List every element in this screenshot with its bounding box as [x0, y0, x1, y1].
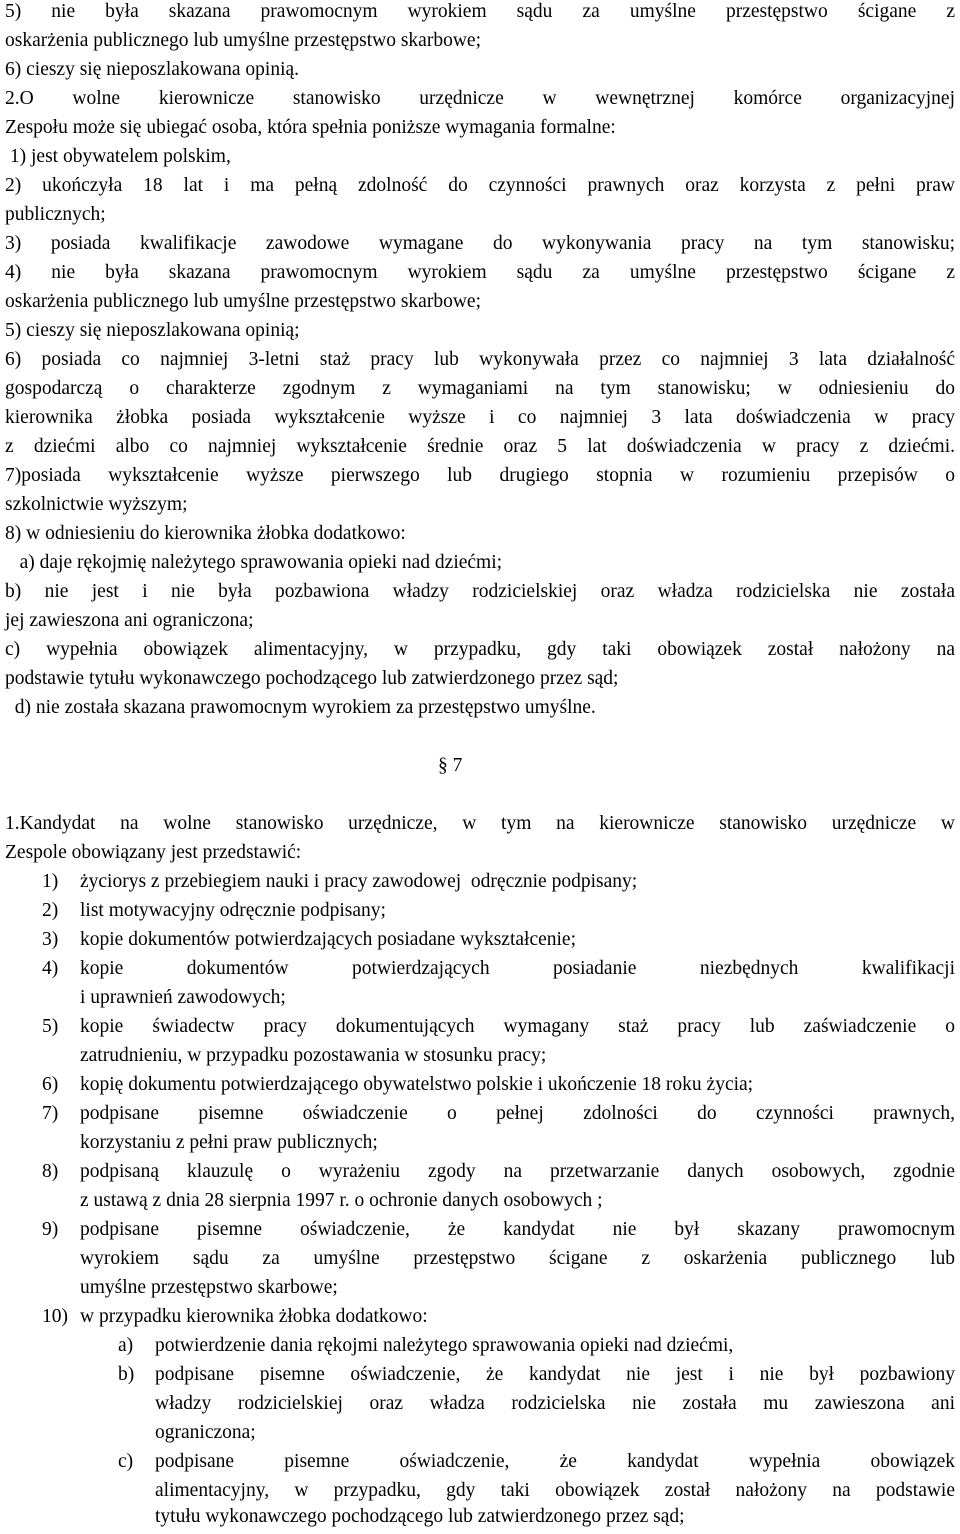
list-item: podpisane pisemne oświadczenie, że kandydat nie był skazany prawomocnym — [80, 1219, 955, 1240]
paragraph-line: kierownika żłobka posiada wykształcenie wyższe i co najmniej 3 lata doświadczenia w pracy — [5, 407, 955, 428]
requirement-item: 5) cieszy się nieposzlakowana opinią; — [5, 320, 300, 341]
list-item-continuation: z ustawą z dnia 28 sierpnia 1997 r. o ochronie danych osobowych ; — [80, 1190, 603, 1211]
list-item-continuation: zatrudnieniu, w przypadku pozostawania w stosunku pracy; — [80, 1045, 547, 1066]
paragraph-line: 1.Kandydat na wolne stanowisko urzędnicze, w tym na kierownicze stanowisko urzędnicze w — [5, 813, 955, 834]
paragraph-line: Zespołu może się ubiegać osoba, która spełnia poniższe wymagania formalne: — [5, 117, 616, 138]
list-item: podpisaną klauzulę o wyrażeniu zgody na przetwarzanie danych osobowych, zgodnie — [80, 1161, 955, 1182]
sub-list-item: potwierdzenie dania rękojmi należytego sprawowania opieki nad dziećmi, — [155, 1335, 734, 1356]
list-item: kopie dokumentów potwierdzających posiadane wykształcenie; — [80, 929, 576, 950]
paragraph-line: 2.O wolne kierownicze stanowisko urzędnicze w wewnętrznej komórce organizacyjnej — [5, 88, 955, 109]
paragraph-line: jej zawieszona ani ograniczona; — [5, 610, 254, 631]
requirement-item: 6) posiada co najmniej 3-letni staż pracy lub wykonywała przez co najmniej 3 lata działalność — [5, 349, 955, 370]
list-number: 9) — [42, 1219, 59, 1240]
requirement-item: 2) ukończyła 18 lat i ma pełną zdolność do czynności prawnych oraz korzysta z pełni praw — [5, 175, 955, 196]
paragraph-line: 6) cieszy się nieposzlakowana opinią. — [5, 59, 300, 80]
list-number: 3) — [42, 929, 59, 950]
list-item: podpisane pisemne oświadczenie o pełnej zdolności do czynności prawnych, — [80, 1103, 955, 1124]
paragraph-line: podstawie tytułu wykonawczego pochodzącego lub zatwierdzonego przez sąd; — [5, 668, 619, 689]
paragraph-line: gospodarczą o charakterze zgodnym z wymaganiami na tym stanowisku; w odniesieniu do — [5, 378, 955, 399]
list-number: 7) — [42, 1103, 59, 1124]
list-number: 4) — [42, 958, 59, 979]
sub-list-item-continuation: władzy rodzicielskiej oraz władza rodzicielska nie została mu zawieszona ani — [155, 1393, 955, 1414]
list-number: 6) — [42, 1074, 59, 1095]
list-number: 8) — [42, 1161, 59, 1182]
sub-requirement-item: a) daje rękojmię należytego sprawowania opieki nad dziećmi; — [5, 552, 503, 573]
list-number: 2) — [42, 900, 59, 921]
sub-list-item-continuation: tytułu wykonawczego pochodzącego lub zatwierdzonego przez sąd; — [155, 1506, 685, 1527]
list-item: kopię dokumentu potwierdzającego obywatelstwo polskie i ukończenie 18 roku życia; — [80, 1074, 754, 1095]
sub-list-letter: a) — [118, 1335, 134, 1356]
paragraph-line: publicznych; — [5, 204, 106, 225]
list-item: kopie świadectw pracy dokumentujących wymagany staż pracy lub zaświadczenie o — [80, 1016, 955, 1037]
paragraph-line: szkolnictwie wyższym; — [5, 494, 188, 515]
sub-list-letter: c) — [118, 1451, 134, 1472]
list-item: kopie dokumentów potwierdzających posiadanie niezbędnych kwalifikacji — [80, 958, 955, 979]
requirement-item: 4) nie była skazana prawomocnym wyrokiem sądu za umyślne przestępstwo ścigane z — [5, 262, 955, 283]
paragraph-line: oskarżenia publicznego lub umyślne przestępstwo skarbowe; — [5, 291, 481, 312]
list-number: 1) — [42, 871, 59, 892]
sub-list-letter: b) — [118, 1364, 135, 1385]
list-number: 5) — [42, 1016, 59, 1037]
sub-list-item-continuation: alimentacyjny, w przypadku, gdy taki obowiązek został nałożony na podstawie — [155, 1480, 955, 1501]
section-heading: § 7 — [438, 755, 463, 776]
sub-list-item: podpisane pisemne oświadczenie, że kandydat wypełnia obowiązek — [155, 1451, 955, 1472]
list-item: w przypadku kierownika żłobka dodatkowo: — [80, 1306, 428, 1327]
requirement-item: 3) posiada kwalifikacje zawodowe wymagane do wykonywania pracy na tym stanowisku; — [5, 233, 955, 254]
sub-list-item-continuation: ograniczona; — [155, 1422, 256, 1443]
list-number: 10) — [42, 1306, 68, 1327]
sub-requirement-item: d) nie została skazana prawomocnym wyrokiem za przestępstwo umyślne. — [5, 697, 596, 718]
list-item-continuation: i uprawnień zawodowych; — [80, 987, 286, 1008]
paragraph-line: 5) nie była skazana prawomocnym wyrokiem sądu za umyślne przestępstwo ścigane z — [5, 1, 955, 22]
sub-requirement-item: c) wypełnia obowiązek alimentacyjny, w przypadku, gdy taki obowiązek został nałożony na — [5, 639, 955, 660]
requirement-item: 7)posiada wykształcenie wyższe pierwszego lub drugiego stopnia w rozumieniu przepisów o — [5, 465, 955, 486]
list-item: życiorys z przebiegiem nauki i pracy zawodowej odręcznie podpisany; — [80, 871, 638, 892]
paragraph-line: oskarżenia publicznego lub umyślne przestępstwo skarbowe; — [5, 30, 481, 51]
list-item-continuation: korzystaniu z pełni praw publicznych; — [80, 1132, 378, 1153]
requirement-item: 8) w odniesieniu do kierownika żłobka dodatkowo: — [5, 523, 406, 544]
requirement-item: 1) jest obywatelem polskim, — [5, 146, 231, 167]
sub-requirement-item: b) nie jest i nie była pozbawiona władzy rodzicielskiej oraz władza rodzicielska nie została — [5, 581, 955, 602]
paragraph-line: Zespole obowiązany jest przedstawić: — [5, 842, 302, 863]
list-item-continuation: umyślne przestępstwo skarbowe; — [80, 1277, 338, 1298]
list-item-continuation: wyrokiem sądu za umyślne przestępstwo ścigane z oskarżenia publicznego lub — [80, 1248, 955, 1269]
list-item: list motywacyjny odręcznie podpisany; — [80, 900, 386, 921]
paragraph-line: z dziećmi albo co najmniej wykształcenie średnie oraz 5 lat doświadczenia w pracy z dziećmi. — [5, 436, 955, 457]
sub-list-item: podpisane pisemne oświadczenie, że kandydat nie jest i nie był pozbawiony — [155, 1364, 955, 1385]
